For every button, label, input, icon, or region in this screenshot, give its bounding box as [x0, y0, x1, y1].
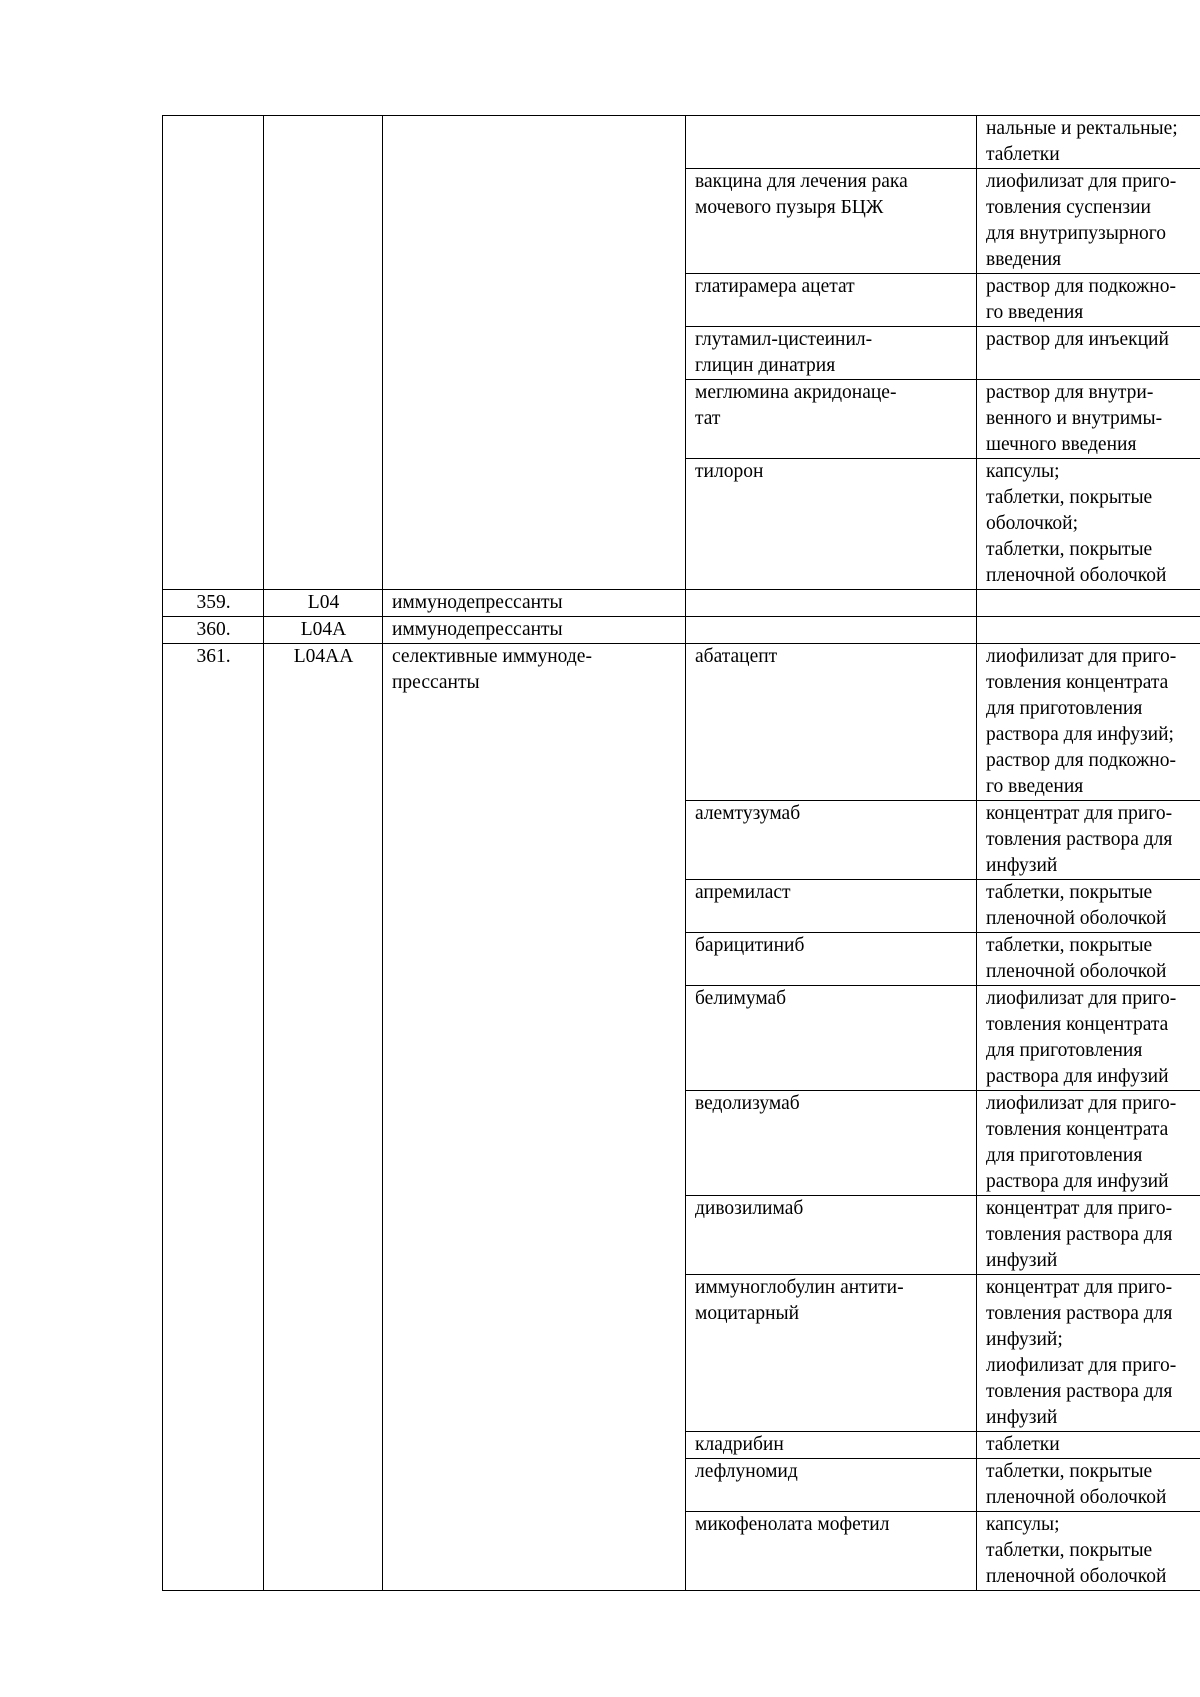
- drug-name: глатирамера ацетат: [686, 274, 977, 327]
- drug-name: алемтузумаб: [686, 801, 977, 880]
- row-number: 359.: [163, 590, 264, 617]
- dosage-form: капсулы; таблетки, покрытые оболочкой; таблетки, покрытые пленочной оболочкой: [977, 459, 1200, 590]
- drug-name: глутамил-цистеинил- глицин динатрия: [686, 327, 977, 380]
- drug-name: [686, 617, 977, 644]
- drug-name: кладрибин: [686, 1432, 977, 1459]
- dosage-form: [977, 590, 1200, 617]
- dosage-form: лиофилизат для приго- товления суспензии для внутрипузырного введения: [977, 169, 1200, 274]
- atc-code: [264, 116, 383, 590]
- atc-group-name: [383, 116, 686, 590]
- drug-name: иммуноглобулин антити- моцитарный: [686, 1275, 977, 1432]
- dosage-form: нальные и ректальные; таблетки: [977, 116, 1200, 169]
- drug-name: [686, 116, 977, 169]
- table-row: [163, 116, 1200, 169]
- dosage-form: лиофилизат для приго- товления концентрата для приготовления раствора для инфузий: [977, 1091, 1200, 1196]
- drug-name: тилорон: [686, 459, 977, 590]
- drug-name: [686, 590, 977, 617]
- dosage-form: лиофилизат для приго- товления концентрата для приготовления раствора для инфузий; раствор для подкожно- го введения: [977, 644, 1200, 801]
- drug-name: лефлуномид: [686, 1459, 977, 1512]
- drug-name: белимумаб: [686, 986, 977, 1091]
- drug-name: микофенолата мофетил: [686, 1512, 977, 1591]
- table-row: [163, 617, 1200, 644]
- dosage-form: концентрат для приго- товления раствора для инфузий: [977, 801, 1200, 880]
- dosage-form: [977, 617, 1200, 644]
- atc-group-name: иммунодепрессанты: [383, 617, 686, 644]
- drug-name: ведолизумаб: [686, 1091, 977, 1196]
- row-number: 360.: [163, 617, 264, 644]
- dosage-form: концентрат для приго- товления раствора для инфузий; лиофилизат для приго- товления раствора для инфузий: [977, 1275, 1200, 1432]
- drug-name: вакцина для лечения рака мочевого пузыря БЦЖ: [686, 169, 977, 274]
- dosage-form: раствор для внутри- венного и внутримы- шечного введения: [977, 380, 1200, 459]
- atc-code: L04: [264, 590, 383, 617]
- atc-group-name: иммунодепрессанты: [383, 590, 686, 617]
- drug-name: меглюмина акридонаце- тат: [686, 380, 977, 459]
- drug-name: барицитиниб: [686, 933, 977, 986]
- table-row: [163, 644, 1200, 801]
- drug-name: апремиласт: [686, 880, 977, 933]
- drug-name: дивозилимаб: [686, 1196, 977, 1275]
- dosage-form: раствор для подкожно- го введения: [977, 274, 1200, 327]
- drug-name: абатацепт: [686, 644, 977, 801]
- dosage-form: таблетки, покрытые пленочной оболочкой: [977, 880, 1200, 933]
- dosage-form: капсулы; таблетки, покрытые пленочной оболочкой: [977, 1512, 1200, 1591]
- atc-code: L04A: [264, 617, 383, 644]
- drug-list-table: [162, 115, 1200, 1591]
- dosage-form: лиофилизат для приго- товления концентрата для приготовления раствора для инфузий: [977, 986, 1200, 1091]
- dosage-form: таблетки: [977, 1432, 1200, 1459]
- dosage-form: таблетки, покрытые пленочной оболочкой: [977, 1459, 1200, 1512]
- row-number: 361.: [163, 644, 264, 1591]
- dosage-form: раствор для инъекций: [977, 327, 1200, 380]
- atc-group-name: селективные иммуноде- прессанты: [383, 644, 686, 1591]
- row-number: [163, 116, 264, 590]
- table-row: [163, 590, 1200, 617]
- dosage-form: концентрат для приго- товления раствора для инфузий: [977, 1196, 1200, 1275]
- dosage-form: таблетки, покрытые пленочной оболочкой: [977, 933, 1200, 986]
- drug-list-body: [163, 116, 1200, 1591]
- atc-code: L04AA: [264, 644, 383, 1591]
